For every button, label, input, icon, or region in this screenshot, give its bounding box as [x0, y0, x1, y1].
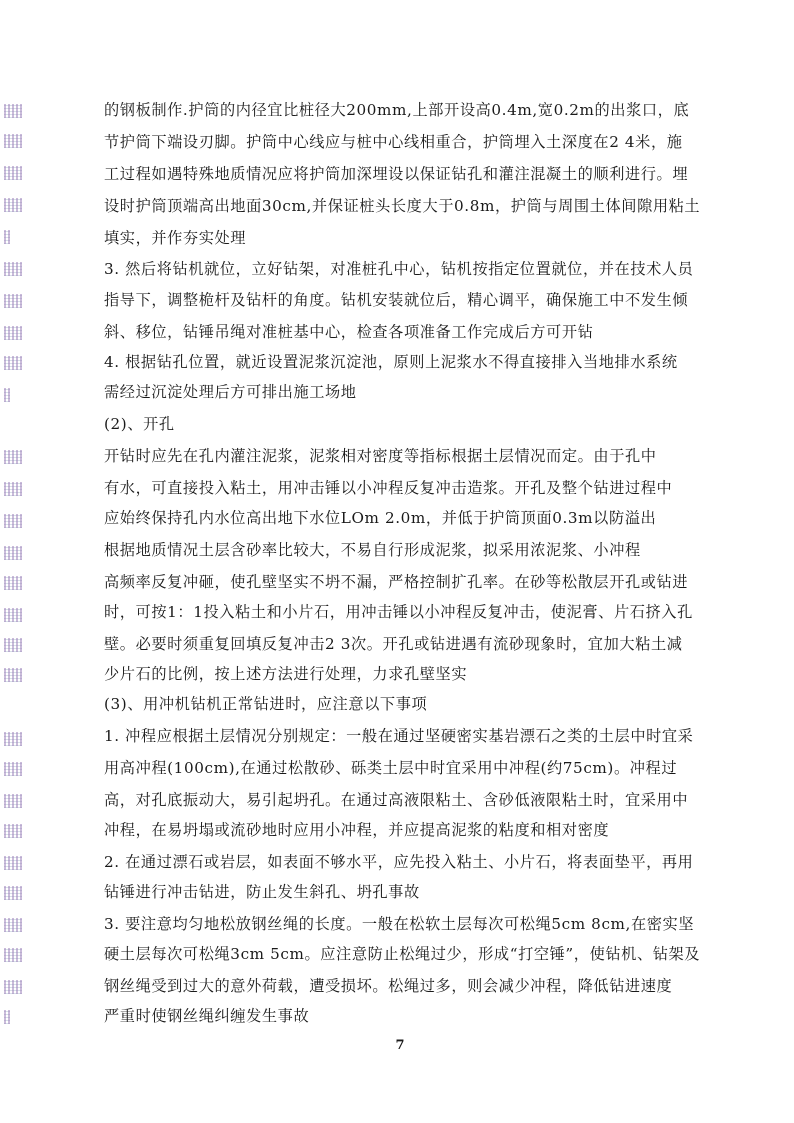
margin-scan-artifacts	[0, 0, 30, 1123]
scan-mark	[4, 104, 22, 118]
scan-mark	[4, 638, 22, 652]
text-line: 3. 要注意均匀地松放钢丝绳的长度。一般在松软土层每次可松绳5cm 8cm,在密实坚	[104, 915, 695, 933]
scan-mark	[4, 294, 22, 308]
text-line: 节护筒下端设刃脚。护筒中心线应与桩中心线相重合，护筒埋入土深度在2 4米，施	[104, 133, 683, 151]
text-line: 冲程，在易坍塌或流砂地时应用小冲程，并应提高泥浆的粘度和相对密度	[104, 821, 610, 839]
text-line: 工过程如遇特殊地质情况应将护筒加深埋设以保证钻孔和灌注混凝土的顺利进行。埋	[104, 165, 689, 183]
scan-mark	[4, 608, 22, 622]
text-line: 斜、移位，钻锤吊绳对准桩基中心，检查各项准备工作完成后方可开钻	[104, 323, 594, 341]
text-line: 用高冲程(100cm),在通过松散砂、砾类土层中时宜采用中冲程(约75cm)。冲程过	[104, 759, 678, 777]
scan-mark	[4, 856, 22, 870]
scan-mark	[4, 482, 22, 496]
scan-mark	[4, 230, 10, 244]
scan-mark	[4, 886, 22, 900]
scan-mark	[4, 1010, 10, 1024]
text-line: 1. 冲程应根据土层情况分别规定：一般在通过坚硬密实基岩漂石之类的土层中时宜采	[104, 727, 694, 745]
scan-mark	[4, 668, 22, 682]
text-line: 根据地质情况土层含砂率比较大，不易自行形成泥浆，拟采用浓泥浆、小冲程	[104, 541, 641, 559]
scan-mark	[4, 576, 22, 590]
text-line: 钢丝绳受到过大的意外荷载，遭受损坏。松绳过多，则会减少冲程，降低钻进速度	[104, 977, 673, 995]
text-line: 硬土层每次可松绳3cm 5cm。应注意防止松绳过少，形成“打空锤”，使钻机、钻架及	[104, 945, 701, 963]
scan-mark	[4, 262, 22, 276]
text-line: 开钻时应先在孔内灌注泥浆，泥浆相对密度等指标根据土层情况而定。由于孔中	[104, 447, 657, 465]
scan-mark	[4, 450, 22, 464]
text-line: 时，可按1：1投入粘土和小片石，用冲击锤以小冲程反复冲击，使泥膏、片石挤入孔	[104, 603, 693, 621]
text-line: 高，对孔底振动大，易引起坍孔。在通过高液限粘土、含砂低液限粘土时，宜采用中	[104, 791, 689, 809]
text-line: 2. 在通过漂石或岩层，如表面不够水平，应先投入粘土、小片石，将表面垫平，再用	[104, 853, 694, 871]
scan-mark	[4, 546, 22, 560]
text-line: 钻锤进行冲击钻进，防止发生斜孔、坍孔事故	[104, 883, 420, 901]
scan-mark	[4, 918, 22, 932]
scan-mark	[4, 166, 22, 180]
scan-mark	[4, 198, 22, 212]
text-line: 严重时使钢丝绳纠缠发生事故	[104, 1007, 310, 1025]
text-line: 少片石的比例，按上述方法进行处理，力求孔壁坚实	[104, 665, 468, 683]
text-line: 高频率反复冲砸，使孔壁坚实不坍不漏，严格控制扩孔率。在砂等松散层开孔或钻进	[104, 573, 689, 591]
section-heading: (2)、开孔	[104, 415, 175, 433]
scan-mark	[4, 948, 22, 962]
scan-mark	[4, 356, 22, 370]
scan-mark	[4, 732, 22, 746]
scan-mark	[4, 824, 22, 838]
text-line: 壁。必要时须重复回填反复冲击2 3次。开孔或钻进遇有流砂现象时，宜加大粘土减	[104, 635, 683, 653]
scan-mark	[4, 762, 22, 776]
scan-mark	[4, 134, 22, 148]
scan-mark	[4, 388, 10, 402]
text-line: 的钢板制作.护筒的内径宜比桩径大200mm,上部开设高0.4m,宽0.2m的出浆口，底	[104, 101, 690, 119]
text-line: 需经过沉淀处理后方可排出施工场地	[104, 383, 357, 401]
page-number: 7	[395, 1038, 405, 1053]
text-line: 填实，并作夯实处理	[104, 229, 247, 247]
text-line: 3. 然后将钻机就位，立好钻架，对准桩孔中心，钻机按指定位置就位，并在技术人员	[104, 260, 694, 278]
text-line: 应始终保持孔内水位高出地下水位LOm 2.0m，并低于护筒顶面0.3m以防溢出	[104, 509, 657, 527]
text-line: 4. 根据钻孔位置，就近设置泥浆沉淀池，原则上泥浆水不得直接排入当地排水系统	[104, 353, 678, 371]
scan-mark	[4, 326, 22, 340]
section-heading: (3)、用冲机钻机正常钻进时，应注意以下事项	[104, 695, 428, 713]
text-line: 指导下，调整桅杆及钻杆的角度。钻机安装就位后，精心调平，确保施工中不发生倾	[104, 291, 689, 309]
text-line: 设时护筒顶端高出地面30cm,并保证桩头长度大于0.8m，护筒与周围土体间隙用粘土	[104, 197, 701, 215]
scan-mark	[4, 514, 22, 528]
scan-mark	[4, 794, 22, 808]
text-line: 有水，可直接投入粘土，用冲击锤以小冲程反复冲击造浆。开孔及整个钻进过程中	[104, 479, 673, 497]
scan-mark	[4, 980, 22, 994]
